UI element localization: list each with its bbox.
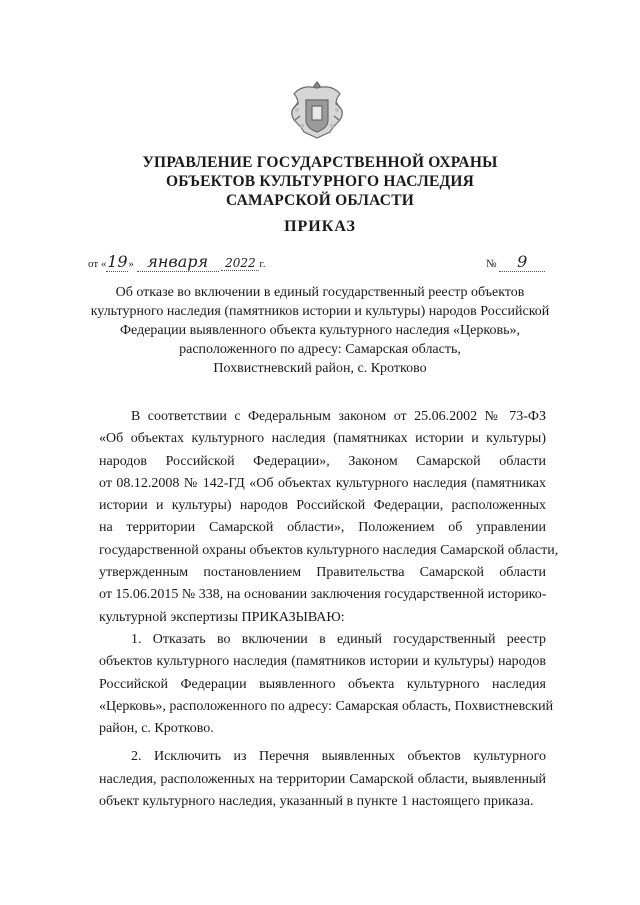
number-prefix: № [486,258,497,270]
preamble-line: на территории Самарской области», Положением об управлении [99,520,546,536]
subject-line: культурного наследия (памятников истории и культуры) народов Российской [90,304,550,319]
subject-line: Об отказе во включении в единый государственный реестр объектов [115,285,525,300]
date-prefix: от « [88,258,107,270]
preamble-line: народов Российской Федерации», Законом Самарской области [99,453,546,469]
subject-line: расположенного по адресу: Самарская область, [179,342,461,357]
item-2-line: 2. Исключить из Перечня выявленных объектов культурного [131,749,546,765]
preamble-line: от 08.12.2008 № 142-ГД «Об объектах культурного наследия (памятниках [99,475,546,491]
agency-line: УПРАВЛЕНИЕ ГОСУДАРСТВЕННОЙ ОХРАНЫ [142,154,498,171]
agency-name [100,153,540,210]
agency-line: ОБЪЕКТОВ КУЛЬТУРНОГО НАСЛЕДИЯ [165,173,475,190]
date-day: 19 [107,252,128,271]
preamble-line: государственной охраны объектов культурного наследия Самарской области, [99,542,559,558]
order-body [99,406,559,813]
date-day-close: » [128,258,134,270]
item-2-line: объект культурного наследия, указанный в пункте 1 настоящего приказа. [99,794,534,810]
preamble-line: истории и культуры) народов Российской Федерации, расположенных [99,498,546,514]
preamble-line: культурной экспертизы ПРИКАЗЫВАЮ: [99,609,345,625]
date-year-suffix: г. [259,258,266,270]
preamble-line: «Об объектах культурного наследия (памятниках истории и культуры) [99,431,546,447]
item-1-line: Российской Федерации выявленного объекта культурного наследия [99,676,546,692]
order-date [88,252,265,272]
preamble-line: от 15.06.2015 № 338, на основании заключения государственной историко- [99,587,547,603]
document-type: ПРИКАЗ [284,218,356,235]
item-1-line: объектов культурного наследия (памятников истории и культуры) народов [99,654,546,670]
preamble-line: утвержденным постановлением Правительства Самарской области [99,565,546,581]
item-2-line: наследия, расположенных на территории Самарской области, выявленный [99,771,546,787]
number-value: 9 [499,252,545,272]
coat-of-arms-icon [288,80,346,142]
order-subject [90,283,550,378]
subject-line: Похвистневский район, с. Кротково [213,361,427,376]
item-1-line: «Церковь», расположенного по адресу: Самарская область, Похвистневский [99,698,554,714]
date-year: 2022 [221,256,259,271]
preamble-line: В соответствии с Федеральным законом от 25.06.2002 № 73-ФЗ [131,409,546,424]
subject-line: Федерации выявленного объекта культурного наследия «Церковь», [120,323,520,338]
agency-line: САМАРСКОЙ ОБЛАСТИ [225,192,414,209]
date-month: января [137,252,219,272]
item-1-line: район, с. Кротково. [99,721,214,737]
order-number [486,252,545,272]
item-1-line: 1. Отказать во включении в единый государственный реестр [131,631,546,647]
